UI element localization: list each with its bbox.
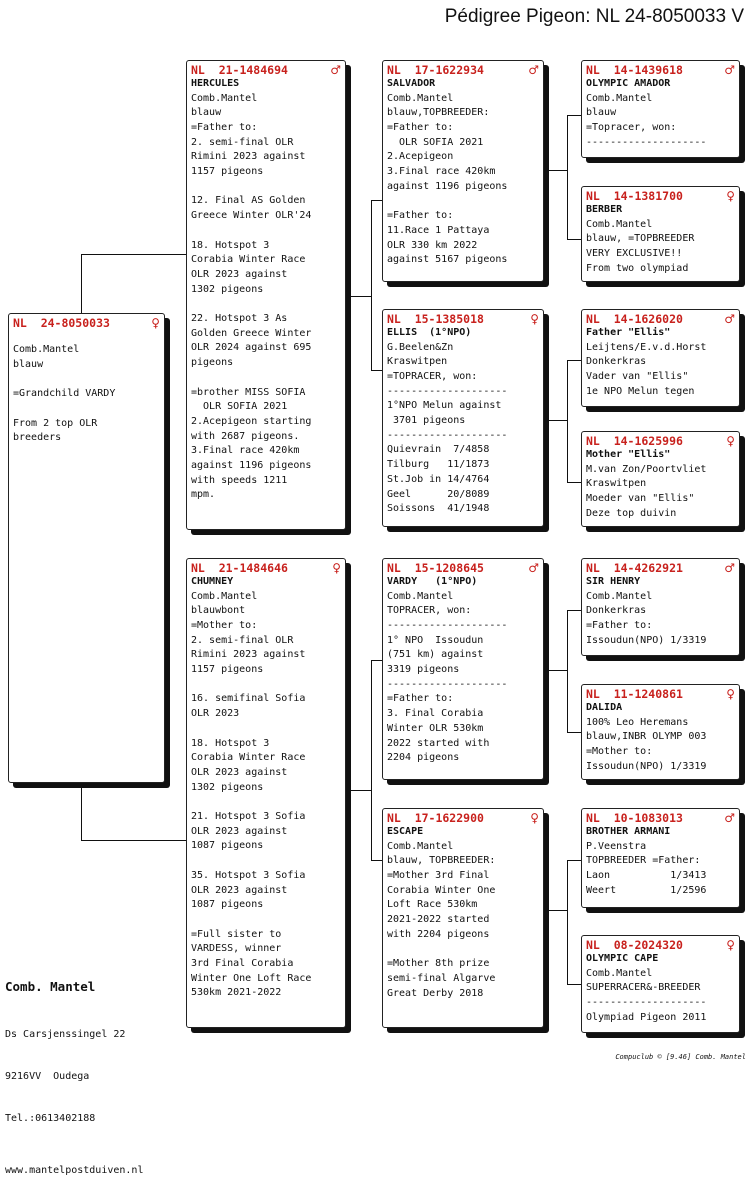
pigeon-name: HERCULES [191,78,240,89]
female-icon: ♀ [726,687,735,701]
ring-number: NL 17-1622900 [387,811,484,825]
ring-number: NL 14-1625996 [586,434,683,448]
card-details: Comb.Mantel blauwbont =Mother to: 2. semi-final OLR Rimini 2023 against 1157 pigeons 16. semifinal Sofia OLR 2023 18. Hotspot 3 Corabia Winter Race OLR 2023 against 1302 pigeons 21. Hotspot 3 Sofia OLR 2023 against 1087 pigeons 35. Hotspot 3 Sofia OLR 2023 against 1087 pigeons =Full sister to VARDESS, winner 3rd Final Corabia Winter One Loft Race 530km 2021-2022 [191,590,312,999]
pedigree-card-fm [382,309,544,527]
pedigree-card-mf [382,558,544,780]
page-title: Pédigree Pigeon: NL 24-8050033 V [444,6,744,27]
card-details: Comb.Mantel blauw,TOPBREEDER: =Father to: OLR SOFIA 2021 2.Acepigeon 3.Final race 420km against 1196 pigeons =Father to: 11.Race 1 Pattaya OLR 330 km 2022 against 5167 pigeons [387,92,508,266]
connector-line [544,420,568,421]
pigeon-name: SIR HENRY [586,576,641,587]
male-icon: ♂ [724,63,735,77]
pigeon-name: OLYMPIC AMADOR [586,78,671,89]
pedigree-card-fmf [581,309,740,407]
pigeon-name: Father "Ellis" [586,327,671,338]
ring-number: NL 14-1439618 [586,63,683,77]
connector-line [81,783,82,840]
ring-number: NL 10-1083013 [586,811,683,825]
ring-number: NL 15-1385018 [387,312,484,326]
connector-line [371,660,372,860]
ring-number: NL 21-1484646 [191,561,288,575]
pigeon-name: VARDY (1°NPO) [387,576,478,587]
connector-line [544,170,568,171]
male-icon: ♂ [724,312,735,326]
card-details: Comb.Mantel blauw, =TOPBREEDER VERY EXCLUSIVE!! From two olympiad [586,218,695,274]
connector-line [567,360,568,482]
connector-line [371,200,382,201]
card-details: Comb.Mantel blauw =Topracer, won: -------------------- [586,92,707,148]
female-icon: ♀ [530,312,539,326]
female-icon: ♀ [151,316,160,330]
connector-line [371,860,382,861]
ring-number: NL 15-1208645 [387,561,484,575]
pedigree-card-fmm [581,431,740,527]
connector-line [567,482,581,483]
connector-line [346,790,372,791]
ring-number: NL 17-1622934 [387,63,484,77]
connector-line [567,610,581,611]
card-details: 100% Leo Heremans blauw,INBR OLYMP 003 =Mother to: Issoudun(NPO) 1/3319 [586,716,707,772]
connector-line [567,115,568,239]
female-icon: ♀ [726,434,735,448]
pigeon-name: SALVADOR [387,78,436,89]
male-icon: ♂ [528,63,539,77]
pedigree-card-ff [382,60,544,282]
connector-line [567,115,581,116]
card-details: M.van Zon/Poortvliet Kraswitpen Moeder van "Ellis" Deze top duivin [586,463,707,519]
ring-number: NL 11-1240861 [586,687,683,701]
pedigree-card-subject [8,313,165,783]
connector-line [567,732,581,733]
pedigree-card-mm [382,808,544,1028]
owner-website-link[interactable]: www.mantelpostduiven.nl [5,1165,144,1176]
pedigree-card-mff [581,558,740,656]
pedigree-card-mmm [581,935,740,1033]
pigeon-name: OLYMPIC CAPE [586,953,659,964]
card-details: Comb.Mantel blauw, TOPBREEDER: =Mother 3rd Final Corabia Winter One Loft Race 530km 2021-2022 started with 2204 pigeons =Mother 8th prize semi-final Algarve Great Derby 2018 [387,840,496,999]
owner-phone: Tel.:0613402188 [5,1113,96,1124]
owner-city: 9216VV Oudega [5,1071,90,1082]
ring-number: NL 21-1484694 [191,63,288,77]
female-icon: ♀ [726,189,735,203]
pigeon-name: ESCAPE [387,826,424,837]
card-details: Comb.Mantel blauw =Grandchild VARDY From 2 top OLR breeders [13,344,116,444]
card-details: Comb.Mantel Donkerkras =Father to: Issoudun(NPO) 1/3319 [586,590,707,646]
connector-line [567,860,568,984]
connector-line [371,370,382,371]
pigeon-name: DALIDA [586,702,623,713]
connector-line [346,296,372,297]
connector-line [567,610,568,732]
pigeon-name: Mother "Ellis" [586,449,671,460]
ring-number: NL 14-1381700 [586,189,683,203]
male-icon: ♂ [724,561,735,575]
female-icon: ♀ [530,811,539,825]
pigeon-name: CHUMNEY [191,576,234,587]
card-details: G.Beelen&Zn Kraswitpen =TOPRACER, won: -------------------- 1°NPO Melun against 3701 pigeons -------------------- Quievrain 7/4858 Tilburg 11/1873 St.Job in 14/4764 Geel 20/8089 Soissons 41/1948 [387,341,508,515]
female-icon: ♀ [726,938,735,952]
card-details: Leijtens/E.v.d.Horst Donkerkras Vader van "Ellis" 1e NPO Melun tegen [586,341,707,397]
connector-line [544,670,568,671]
connector-line [371,660,382,661]
footer-credit: Compuclub © [9.46] Comb. Mantel [615,1053,746,1061]
card-details: Comb.Mantel SUPERRACER&-BREEDER -------------------- Olympiad Pigeon 2011 [586,967,707,1023]
pedigree-card-mfm [581,684,740,780]
connector-line [81,254,82,314]
owner-address: Ds Carsjenssingel 22 [5,1029,126,1040]
ring-number: NL 14-1626020 [586,312,683,326]
ring-number: NL 08-2024320 [586,938,683,952]
pigeon-name: ELLIS (1°NPO) [387,327,472,338]
card-details: P.Veenstra TOPBREEDER =Father: Laon 1/3413 Weert 1/2596 [586,840,707,896]
connector-line [81,840,186,841]
ring-number: NL 24-8050033 [13,316,110,330]
pedigree-card-mother [186,558,346,1028]
connector-line [371,200,372,370]
male-icon: ♂ [330,63,341,77]
pigeon-name: BROTHER ARMANI [586,826,671,837]
pedigree-card-mmf [581,808,740,908]
female-icon: ♀ [332,561,341,575]
connector-line [567,860,581,861]
connector-line [567,239,581,240]
card-details: Comb.Mantel TOPRACER, won: -------------------- 1° NPO Issoudun (751 km) against 3319 pigeons -------------------- =Father to: 3. Final Corabia Winter OLR 530km 2022 started with 2204 pigeons [387,590,508,764]
pedigree-card-father [186,60,346,530]
owner-info [5,950,143,1192]
ring-number: NL 14-4262921 [586,561,683,575]
pigeon-name: BERBER [586,204,623,215]
connector-line [567,984,581,985]
male-icon: ♂ [528,561,539,575]
connector-line [544,910,568,911]
connector-line [567,360,581,361]
connector-line [81,254,186,255]
card-details: Comb.Mantel blauw =Father to: 2. semi-final OLR Rimini 2023 against 1157 pigeons 12. Final AS Golden Greece Winter OLR'24 18. Hotspot 3 Corabia Winter Race OLR 2023 against 1302 pigeons 22. Hotspot 3 As Golden Greece Winter OLR 2024 against 695 pigeons =brother MISS SOFIA OLR SOFIA 2021 2.Acepigeon starting with 2687 pigeons. 3.Final race 420km against 1196 pigeons with speeds 1211 mpm. [191,92,312,501]
male-icon: ♂ [724,811,735,825]
pedigree-card-ffm [581,186,740,282]
owner-name: Comb. Mantel [5,979,96,994]
pedigree-card-fff [581,60,740,158]
